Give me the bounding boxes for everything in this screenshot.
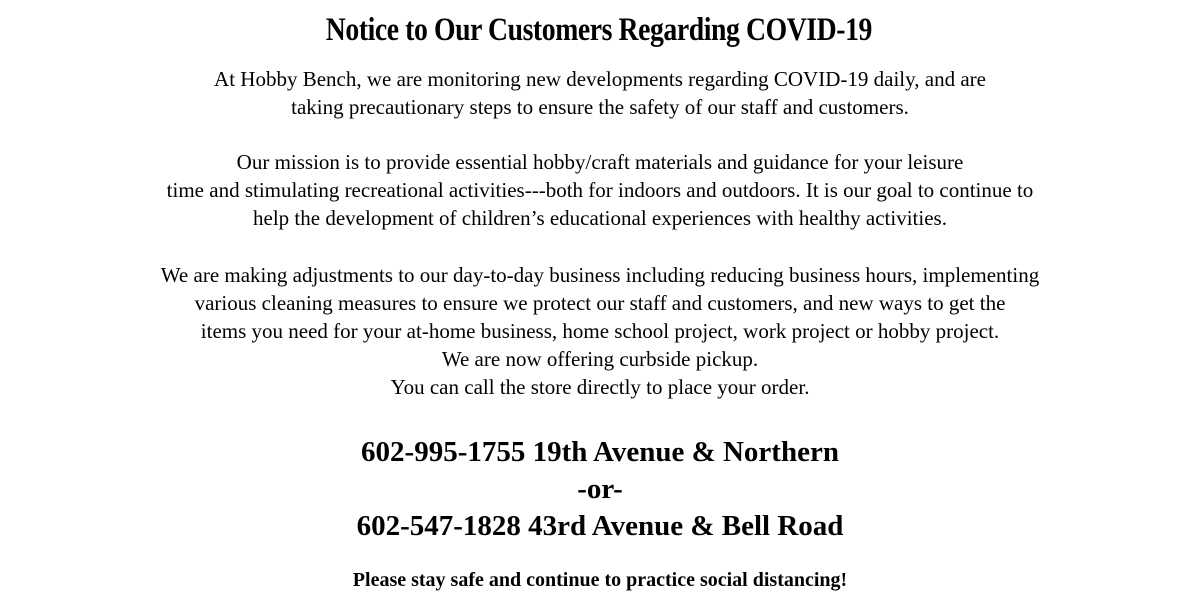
closing-message: Please stay safe and continue to practice social distancing! xyxy=(352,569,848,591)
store-address: 19th Avenue & Northern xyxy=(532,436,839,468)
paragraph-line: We are now offering curbside pickup. xyxy=(441,347,759,371)
notice-title: Notice to Our Customers Regarding COVID-19 xyxy=(325,12,872,48)
store-contact-northern xyxy=(0,434,1200,470)
paragraph-line: You can call the store directly to place your order. xyxy=(390,375,810,399)
or-separator: -or- xyxy=(577,473,623,505)
store-contact-bell-road xyxy=(0,508,1200,544)
paragraph-line: items you need for your at-home business, home school project, work project or hobby project. xyxy=(200,319,1000,343)
mission-paragraph xyxy=(0,148,1200,232)
paragraph-line: At Hobby Bench, we are monitoring new developments regarding COVID-19 daily, and are xyxy=(214,67,986,91)
monitoring-paragraph xyxy=(0,65,1200,121)
phone-number: 602-995-1755 xyxy=(361,436,526,468)
adjustments-paragraph xyxy=(0,261,1200,401)
paragraph-line: Our mission is to provide essential hobby/craft materials and guidance for your leisure xyxy=(236,150,964,174)
phone-number: 602-547-1828 xyxy=(356,510,521,542)
paragraph-line: We are making adjustments to our day-to-day business including reducing business hours, implementing xyxy=(160,263,1040,287)
paragraph-line: time and stimulating recreational activities---both for indoors and outdoors. It is our goal to continue to xyxy=(166,178,1034,202)
paragraph-line: help the development of children’s educational experiences with healthy activities. xyxy=(253,206,947,230)
paragraph-line: various cleaning measures to ensure we protect our staff and customers, and new ways to get the xyxy=(194,291,1006,315)
store-address: 43rd Avenue & Bell Road xyxy=(528,510,844,542)
paragraph-line: taking precautionary steps to ensure the safety of our staff and customers. xyxy=(291,95,909,119)
